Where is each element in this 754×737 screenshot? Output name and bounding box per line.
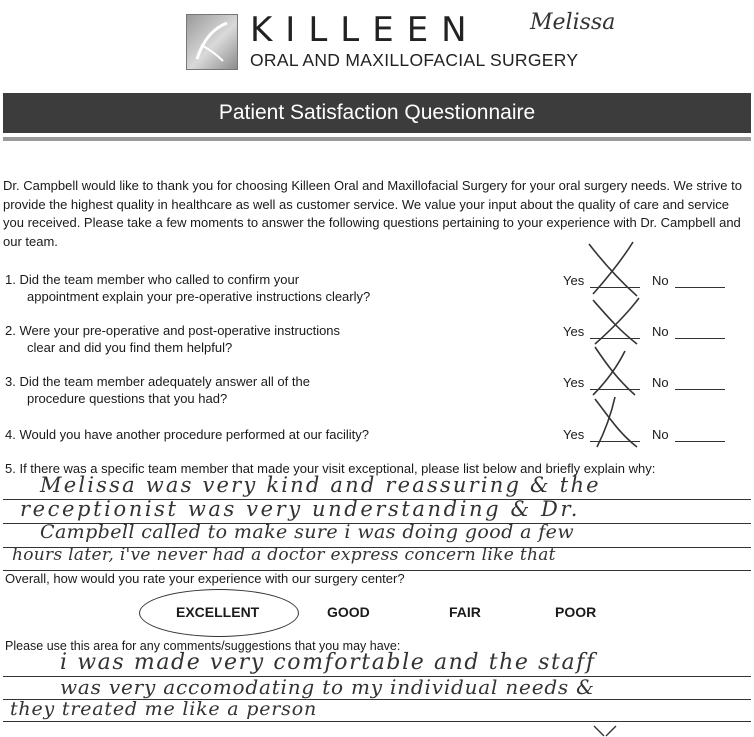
q2-no-text: No — [652, 324, 669, 339]
q1-no-text: No — [652, 273, 669, 288]
question-1-line2: appointment explain your pre-operative instructions clearly? — [27, 289, 371, 304]
q3-no-text: No — [652, 375, 669, 390]
q1-yes-text: Yes — [563, 273, 585, 288]
question-2 — [5, 322, 525, 356]
q1-yes-check-icon — [583, 240, 643, 298]
q1-no-label — [652, 273, 725, 288]
question-2-line1: 2. Were your pre-operative and post-operative instructions — [5, 323, 341, 338]
q4-no-label — [652, 427, 725, 442]
logo-icon — [186, 14, 238, 70]
q4-yes-text: Yes — [563, 427, 585, 442]
comment-line-3: they treated me like a person — [10, 698, 317, 720]
q4-no-text: No — [652, 427, 669, 442]
q3-yes-text: Yes — [563, 375, 585, 390]
question-1-line1: 1. Did the team member who called to confirm your — [5, 272, 300, 287]
q3-no-blank[interactable] — [675, 377, 725, 390]
q5-answer-line-4: hours later, i've never had a doctor express concern like that — [12, 545, 556, 565]
comments-rule-3 — [3, 721, 751, 722]
rating-excellent[interactable]: EXCELLENT — [176, 604, 260, 620]
rating-fair[interactable]: FAIR — [449, 604, 481, 620]
q3-yes-check-icon — [585, 343, 645, 401]
handwritten-name: Melissa — [530, 10, 616, 35]
question-3-line2: procedure questions that you had? — [27, 391, 228, 406]
q4-no-blank[interactable] — [675, 429, 725, 442]
q5-answer-line-3: Campbell called to make sure i was doing good a few — [40, 521, 574, 543]
rating-good[interactable]: GOOD — [327, 604, 370, 620]
brand-subtitle: ORAL AND MAXILLOFACIAL SURGERY — [250, 50, 579, 70]
question-3-line1: 3. Did the team member adequately answer all of the — [5, 374, 310, 389]
q2-yes-check-icon — [585, 292, 645, 350]
q1-no-blank[interactable] — [675, 275, 725, 288]
comment-line-2: was very accomodating to my individual needs & — [60, 675, 595, 699]
q2-no-label — [652, 324, 725, 339]
form-title: Patient Satisfaction Questionnaire — [3, 93, 751, 133]
question-2-line2: clear and did you find them helpful? — [27, 340, 233, 355]
q5-answer-line-2: receptionist was very understanding & Dr. — [20, 497, 581, 521]
rating-poor[interactable]: POOR — [555, 604, 597, 620]
question-4 — [5, 426, 525, 443]
question-4-line1: 4. Would you have another procedure performed at our facility? — [5, 427, 369, 442]
question-5-prompt: 5. If there was a specific team member that made your visit exceptional, please list below and briefly explain why: — [5, 461, 656, 476]
q4-yes-check-icon — [585, 395, 645, 453]
q5-answer-line-1: Melissa was very kind and reassuring & the — [40, 473, 601, 497]
partial-mark-icon — [590, 724, 620, 737]
q2-no-blank[interactable] — [675, 326, 725, 339]
question-1 — [5, 271, 525, 305]
comments-prompt: Please use this area for any comments/suggestions that you may have: — [5, 639, 401, 653]
title-underline — [3, 137, 751, 141]
brand-name: KILLEEN — [250, 10, 480, 50]
question-3 — [5, 373, 525, 407]
q3-no-label — [652, 375, 725, 390]
comment-line-1: i was made very comfortable and the staff — [60, 650, 596, 675]
overall-prompt: Overall, how would you rate your experience with our surgery center? — [5, 571, 405, 586]
q2-yes-text: Yes — [563, 324, 585, 339]
intro-paragraph: Dr. Campbell would like to thank you for choosing Killeen Oral and Maxillofacial Surgery for your oral surgery needs. We strive to provide the highest quality in healthcare as well as customer service. We value your input about the quality of care and service you received. Please take a few moments to answer the following questions pertaining to your experience with Dr. Campbell and our team. — [3, 178, 742, 249]
